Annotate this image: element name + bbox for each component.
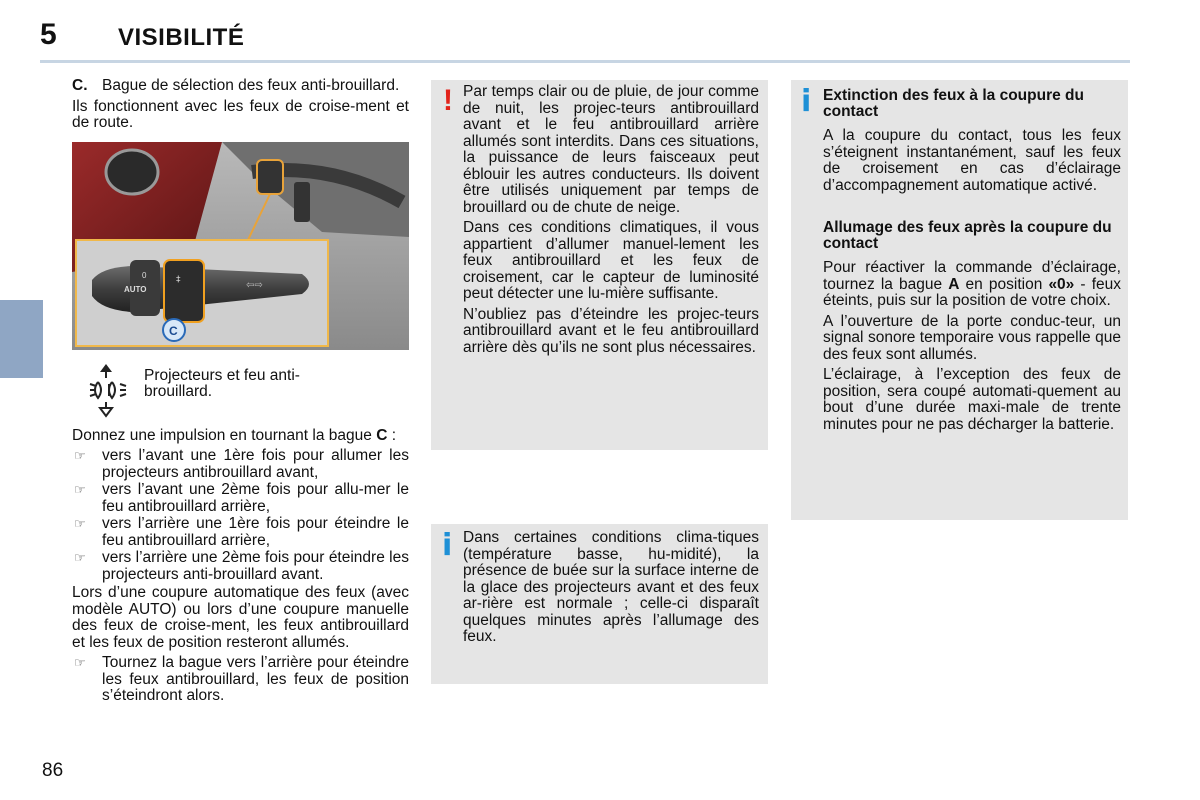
stalk-label-auto: AUTO <box>124 284 147 294</box>
item-c <box>72 78 409 95</box>
info-box-condensation <box>431 524 768 684</box>
svg-text:‡: ‡ <box>176 274 181 285</box>
impulse-text: Donnez une impulsion en tournant la bague C : <box>72 426 397 444</box>
section-heading: Allumage des feux après la coupure du contact <box>823 219 1112 252</box>
auto-cut-text: Lors d’une coupure automatique des feux (avec modèle AUTO) ou lors d’une coupure manuelle des feux de croise-ment, les feux antibrouillard et les feux de position resteront allumés. <box>72 584 409 651</box>
info-icon: i <box>801 84 812 119</box>
pointing-hand-icon: ☞ <box>74 550 86 565</box>
pointing-hand-icon: ☞ <box>74 448 86 463</box>
warning-body <box>463 84 759 360</box>
info-paragraph: Dans certaines conditions clima-tiques (température basse, hu-midité), la présence de buée sur la surface interne de la glace des projecteurs avant et des feux ar-rière est normale ; celle-ci disparaît quelques minutes après l’allumage des feux. <box>463 529 759 645</box>
list-item: ☞ vers l’avant une 1ère fois pour allumer les projecteurs antibrouillard avant, <box>74 447 409 481</box>
info-box-lights-off <box>791 80 1128 520</box>
pointing-hand-icon: ☞ <box>74 516 86 531</box>
callout-c-letter: C <box>169 323 178 338</box>
list-item: ☞ vers l’avant une 2ème fois pour allu-mer le feu antibrouillard arrière, <box>74 481 409 515</box>
main-column <box>72 78 409 707</box>
warning-paragraph: Par temps clair ou de pluie, de jour comme de nuit, les projec-teurs antibrouillard avant et le feu antibrouillard arrière allumés sont interdits. Dans ces situations, la puissance de leurs faisceaux peut éblouir les autres conducteurs. Ils doivent être utilisés uniquement par temps de brouillard ou de chute de neige. <box>463 83 759 216</box>
intro-text: Ils fonctionnent avec les feux de croise-ment et de route. <box>72 97 409 131</box>
impulse-list <box>72 448 409 583</box>
list-item: ☞ Tournez la bague vers l’arrière pour éteindre les feux antibrouillard, les feux de position s’éteindront alors. <box>74 654 409 704</box>
chapter-title: VISIBILITÉ <box>118 24 245 51</box>
stalk-photo <box>72 142 409 350</box>
info-paragraph: L’éclairage, à l’exception des feux de position, sera coupé automati-quement au bout d’une durée maxi-male de trente minutes pour ne pas décharger la batterie. <box>823 366 1121 433</box>
fog-symbol-row <box>72 362 409 418</box>
warning-paragraph: N’oubliez pas d’éteindre les projec-teurs antibrouillard avant et le feu antibrouillard arrière dès qu’ils ne sont plus nécessaires. <box>463 305 759 356</box>
svg-text:⇦⇨: ⇦⇨ <box>246 279 263 291</box>
info-body <box>823 88 1121 437</box>
warning-paragraph: Dans ces conditions climatiques, il vous appartient d’allumer manuel-lement les feux antibrouillard et les feux de croisement, car le capteur de luminosité peut détecter une lu-mière suffisante. <box>463 219 759 302</box>
chapter-side-tab <box>0 300 43 378</box>
pointing-hand-icon: ☞ <box>74 655 86 670</box>
stalk-label-zero: 0 <box>142 270 147 280</box>
info-icon: i <box>442 528 453 563</box>
list-item: ☞ vers l’arrière une 2ème fois pour éteindre les projecteurs anti-brouillard avant. <box>74 549 409 583</box>
fog-lights-icon <box>82 362 132 418</box>
section-heading: Extinction des feux à la coupure du contact <box>823 87 1084 120</box>
info-paragraph: Pour réactiver la commande d’éclairage, tournez la bague A en position «0» - feux éteints, puis sur la position de votre choix. <box>823 259 1121 309</box>
turn-off-list <box>72 655 409 705</box>
warning-icon: ! <box>443 84 453 117</box>
page-number: 86 <box>42 760 64 781</box>
warning-box <box>431 80 768 450</box>
pointing-hand-icon: ☞ <box>74 482 86 497</box>
item-c-letter: C. <box>72 77 88 94</box>
header-rule <box>40 60 1130 63</box>
chapter-number: 5 <box>40 18 57 51</box>
fog-symbol-caption: Projecteurs et feu anti-brouillard. <box>144 366 300 400</box>
info-body <box>463 530 759 650</box>
info-paragraph: A la coupure du contact, tous les feux s’éteignent instantanément, sauf les feux de croisement en cas d’éclairage d’accompagnement automatique activé. <box>823 127 1121 194</box>
list-item: ☞ vers l’arrière une 1ère fois pour éteindre le feu antibrouillard arrière, <box>74 515 409 549</box>
item-c-text: Bague de sélection des feux anti-brouillard. <box>102 77 400 94</box>
info-paragraph: A l’ouverture de la porte conduc-teur, un signal sonore temporaire vous rappelle que des feux sont allumés. <box>823 312 1121 363</box>
